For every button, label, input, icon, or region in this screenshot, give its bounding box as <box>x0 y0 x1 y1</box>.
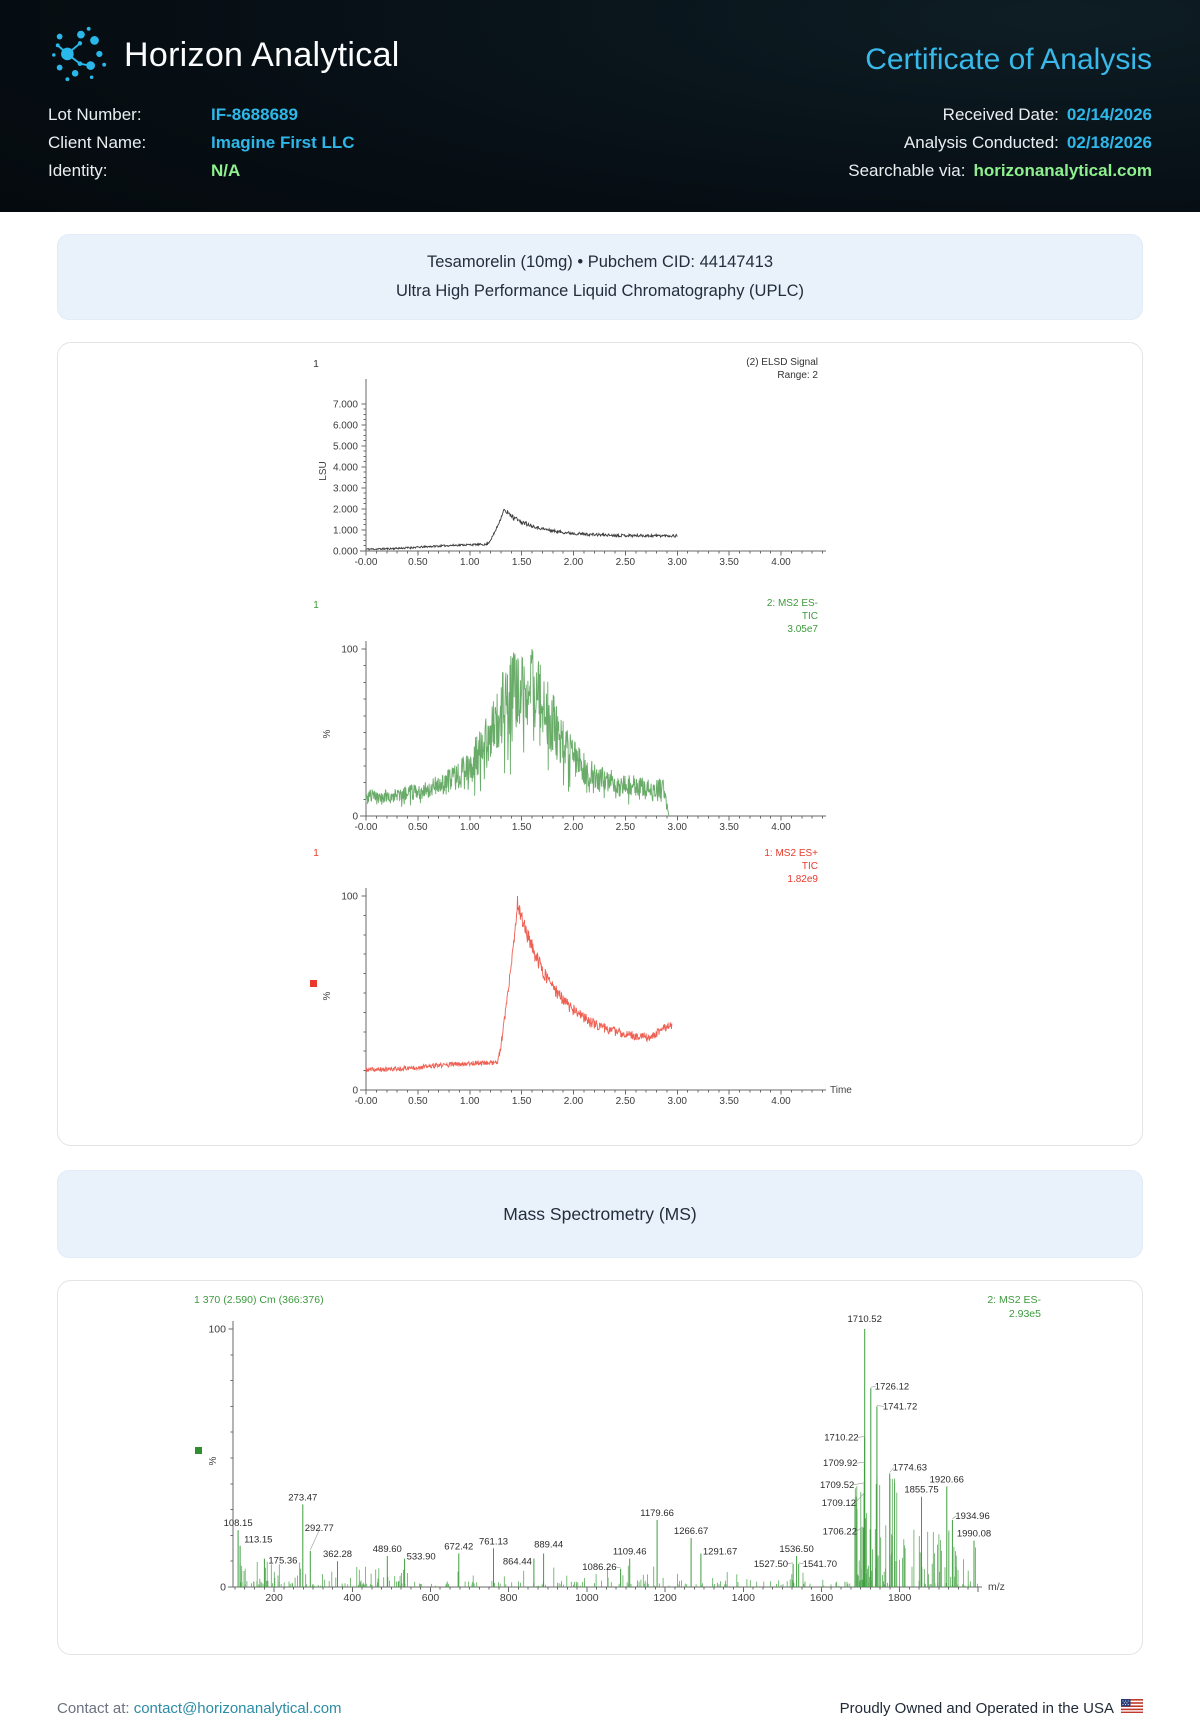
svg-text:-0.00: -0.00 <box>354 821 378 833</box>
svg-text:%: % <box>322 991 333 1001</box>
svg-text:2: MS2 ES-: 2: MS2 ES- <box>766 597 818 609</box>
made-in-usa: Proudly Owned and Operated in the USA <box>840 1699 1143 1717</box>
svg-text:5.000: 5.000 <box>332 441 358 453</box>
svg-text:1.00: 1.00 <box>460 556 480 568</box>
svg-text:4.000: 4.000 <box>332 462 358 474</box>
svg-text:1706.22: 1706.22 <box>822 1527 857 1539</box>
svg-text:1536.50: 1536.50 <box>779 1544 814 1556</box>
ms2-es-pos-chromatogram <box>68 844 1132 1137</box>
svg-text:3.50: 3.50 <box>719 1095 739 1107</box>
brand <box>48 22 400 89</box>
svg-text:2.50: 2.50 <box>615 821 636 833</box>
svg-text:1: 1 <box>313 847 319 859</box>
svg-text:761.13: 761.13 <box>478 1536 509 1548</box>
uplc-title: Ultra High Performance Liquid Chromatography (UPLC) <box>395 281 805 300</box>
svg-text:4.00: 4.00 <box>771 1095 791 1107</box>
svg-text:1400: 1400 <box>731 1592 755 1605</box>
svg-text:672.42: 672.42 <box>444 1541 474 1553</box>
svg-text:0.50: 0.50 <box>408 821 428 833</box>
svg-text:2: MS2 ES-: 2: MS2 ES- <box>987 1294 1041 1307</box>
svg-text:1709.52: 1709.52 <box>819 1480 855 1492</box>
svg-text:1291.67: 1291.67 <box>702 1546 738 1558</box>
svg-text:2.00: 2.00 <box>563 821 584 833</box>
ms-title: Mass Spectrometry (MS) <box>503 1203 697 1224</box>
svg-text:1.00: 1.00 <box>460 1095 480 1107</box>
svg-text:400: 400 <box>343 1592 362 1605</box>
svg-text:1.00: 1.00 <box>460 821 480 833</box>
svg-text:3.00: 3.00 <box>667 556 687 568</box>
svg-text:1.50: 1.50 <box>511 1095 532 1107</box>
svg-text:100: 100 <box>341 644 358 656</box>
svg-text:3.00: 3.00 <box>667 1095 687 1107</box>
svg-text:0.50: 0.50 <box>408 1095 428 1107</box>
svg-text:1600: 1600 <box>809 1592 834 1605</box>
svg-text:-0.00: -0.00 <box>354 556 378 568</box>
page-title: Certificate of Analysis <box>865 42 1152 76</box>
svg-text:0.000: 0.000 <box>332 546 358 558</box>
svg-text:1990.08: 1990.08 <box>956 1528 992 1540</box>
svg-text:1179.66: 1179.66 <box>640 1508 674 1520</box>
svg-text:1086.26: 1086.26 <box>582 1562 617 1574</box>
elsd-chromatogram <box>68 351 1132 594</box>
report-header <box>0 0 1200 212</box>
svg-text:6.000: 6.000 <box>332 420 358 432</box>
svg-text:-0.00: -0.00 <box>354 1095 378 1107</box>
svg-text:2.50: 2.50 <box>615 556 636 568</box>
svg-text:1.50: 1.50 <box>511 556 532 568</box>
svg-text:100: 100 <box>341 891 358 903</box>
svg-text:1709.92: 1709.92 <box>823 1458 858 1470</box>
svg-text:1800: 1800 <box>888 1592 912 1605</box>
svg-text:TIC: TIC <box>801 610 818 622</box>
svg-text:2.000: 2.000 <box>332 504 358 516</box>
svg-text:864.44: 864.44 <box>502 1556 532 1568</box>
svg-text:489.60: 489.60 <box>372 1544 402 1556</box>
svg-text:4.00: 4.00 <box>771 821 791 833</box>
svg-text:1741.72: 1741.72 <box>882 1401 918 1413</box>
svg-text:3.00: 3.00 <box>667 821 687 833</box>
svg-text:200: 200 <box>265 1592 283 1605</box>
svg-text:3.50: 3.50 <box>719 556 739 568</box>
svg-text:800: 800 <box>499 1592 518 1605</box>
svg-text:175.36: 175.36 <box>268 1555 298 1567</box>
svg-text:1710.52: 1710.52 <box>847 1314 882 1326</box>
ms-chart-card <box>57 1280 1143 1655</box>
svg-text:100: 100 <box>208 1323 226 1336</box>
ms2-es-neg-chromatogram <box>68 594 1132 844</box>
svg-text:1710.22: 1710.22 <box>824 1432 859 1444</box>
info-row: Identity: N/A <box>48 161 241 180</box>
svg-text:1726.12: 1726.12 <box>874 1381 910 1393</box>
svg-text:0: 0 <box>352 1085 358 1097</box>
brand-name: Horizon Analytical <box>124 36 400 74</box>
svg-text:1920.66: 1920.66 <box>929 1474 964 1486</box>
svg-text:889.44: 889.44 <box>534 1539 564 1551</box>
info-row: Client Name: Imagine First LLC <box>48 133 355 152</box>
contact-line: Contact at: contact@horizonanalytical.com <box>57 1699 342 1717</box>
info-row: Lot Number: IF-8688689 <box>48 105 298 124</box>
svg-text:1 370 (2.590) Cm (366:376): 1 370 (2.590) Cm (366:376) <box>194 1294 324 1307</box>
page-footer <box>57 1699 1143 1735</box>
ms-banner <box>57 1170 1143 1259</box>
sample-title: Tesamorelin (10mg) • Pubchem CID: 44147413 <box>426 253 774 271</box>
svg-text:4.00: 4.00 <box>771 556 791 568</box>
lot-info <box>48 105 355 189</box>
uplc-chart-card <box>57 342 1143 1146</box>
svg-text:533.90: 533.90 <box>406 1551 436 1563</box>
svg-text:0.50: 0.50 <box>408 556 428 568</box>
svg-text:2.00: 2.00 <box>563 1095 584 1107</box>
svg-text:%: % <box>322 729 333 739</box>
svg-text:0: 0 <box>352 811 358 823</box>
contact-email-link[interactable]: contact@horizonanalytical.com <box>133 1699 342 1717</box>
svg-text:TIC: TIC <box>801 860 818 872</box>
info-row: Received Date: 02/14/2026 <box>942 105 1152 124</box>
svg-text:1: 1 <box>313 358 319 370</box>
us-flag-icon <box>1121 1699 1143 1717</box>
svg-text:LSU: LSU <box>318 461 329 481</box>
date-info <box>848 105 1152 189</box>
svg-text:1: 1 <box>313 599 319 611</box>
svg-text:7.000: 7.000 <box>332 399 358 411</box>
svg-text:1.000: 1.000 <box>332 525 358 537</box>
svg-text:m/z: m/z <box>988 1581 1005 1594</box>
sample-banner <box>57 234 1143 320</box>
svg-text:1.82e9: 1.82e9 <box>787 873 818 885</box>
svg-text:%: % <box>208 1456 219 1466</box>
svg-text:0: 0 <box>220 1581 226 1594</box>
info-row: Searchable via: horizonanalytical.com <box>848 161 1152 180</box>
svg-text:1541.70: 1541.70 <box>802 1559 838 1571</box>
svg-text:3.000: 3.000 <box>332 483 358 495</box>
svg-text:600: 600 <box>421 1592 440 1605</box>
svg-text:1527.50: 1527.50 <box>753 1559 789 1571</box>
svg-text:1774.63: 1774.63 <box>892 1462 928 1474</box>
svg-text:2.93e5: 2.93e5 <box>1008 1308 1041 1321</box>
svg-text:1934.96: 1934.96 <box>955 1511 990 1523</box>
svg-text:1000: 1000 <box>575 1592 599 1605</box>
svg-text:2.00: 2.00 <box>563 556 584 568</box>
svg-text:1709.12: 1709.12 <box>821 1498 857 1510</box>
svg-text:292.77: 292.77 <box>304 1523 334 1535</box>
svg-text:108.15: 108.15 <box>223 1518 253 1530</box>
svg-text:1.50: 1.50 <box>511 821 532 833</box>
svg-text:1109.46: 1109.46 <box>612 1546 647 1558</box>
svg-text:1266.67: 1266.67 <box>673 1526 709 1538</box>
svg-text:113.15: 113.15 <box>244 1535 273 1547</box>
svg-text:1: MS2 ES+: 1: MS2 ES+ <box>764 847 818 859</box>
svg-text:2.50: 2.50 <box>615 1095 636 1107</box>
svg-text:(2) ELSD Signal: (2) ELSD Signal <box>746 356 818 368</box>
svg-text:3.50: 3.50 <box>719 821 739 833</box>
svg-text:Time: Time <box>830 1084 852 1096</box>
svg-text:Range: 2: Range: 2 <box>777 369 818 381</box>
svg-text:362.28: 362.28 <box>322 1549 353 1561</box>
svg-text:3.05e7: 3.05e7 <box>787 623 818 635</box>
mass-spectrum <box>68 1289 1132 1646</box>
info-row: Analysis Conducted: 02/18/2026 <box>903 133 1152 152</box>
svg-text:273.47: 273.47 <box>288 1492 318 1504</box>
svg-text:1200: 1200 <box>653 1592 677 1605</box>
svg-text:1855.75: 1855.75 <box>904 1485 939 1497</box>
molecule-logo-icon <box>48 22 110 89</box>
